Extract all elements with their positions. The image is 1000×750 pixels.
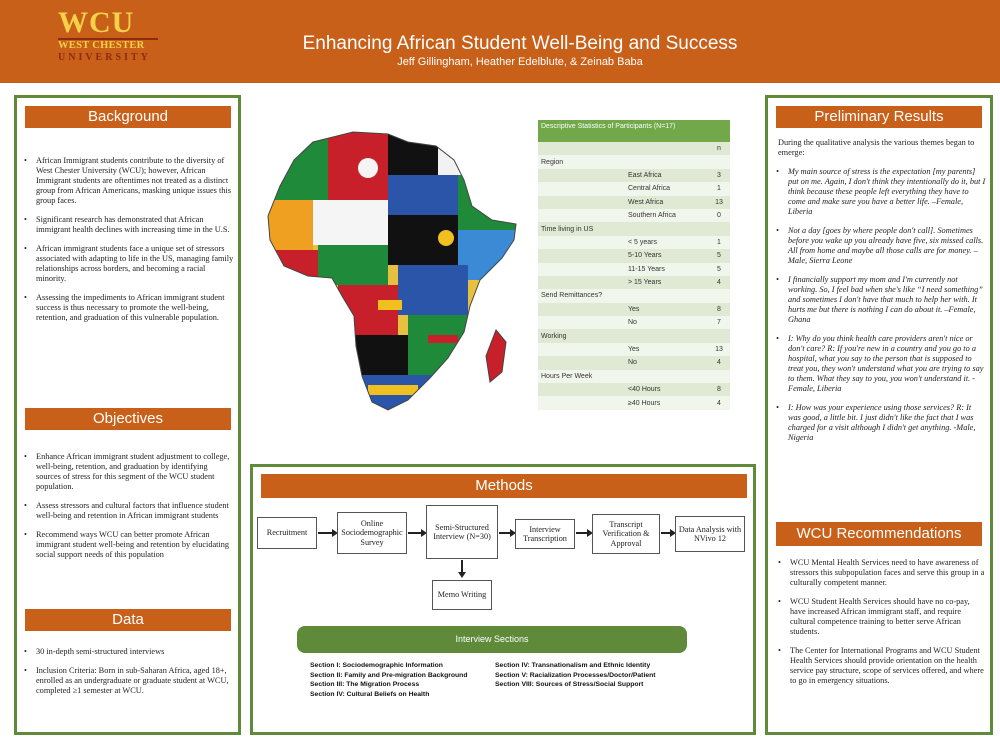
background-list xyxy=(22,156,234,332)
table-row xyxy=(538,383,730,396)
logo-west-chester-text: WEST CHESTER xyxy=(58,38,158,52)
analysis-step: Data Analysis with NVivo 12 xyxy=(675,516,745,552)
results-quote: • My main source of stress is the expectation [my parents] put on me. Again, I don't think they intentionally do it, but I think because these people left everything they have to come and make sure you have a better life. –Female, Liberia xyxy=(774,167,986,217)
table-row-value: 4 xyxy=(708,356,730,369)
section-item: Section IV: Transnationalism and Ethnic Identity xyxy=(495,662,651,669)
table-row-value: 4 xyxy=(708,396,730,409)
section-item: Section I: Sociodemographic Information xyxy=(310,662,443,669)
table-row-value xyxy=(708,222,730,235)
recommendations-list xyxy=(776,558,986,695)
objectives-list xyxy=(22,452,234,569)
data-list xyxy=(22,647,234,705)
table-row xyxy=(538,209,730,222)
africa-flag-map-icon xyxy=(258,120,520,430)
table-row-label: 5-10 Years xyxy=(538,249,708,262)
table-row-value xyxy=(708,155,730,168)
table-row-value xyxy=(708,370,730,383)
table-row-value: 7 xyxy=(708,316,730,329)
memo-step: Memo Writing xyxy=(432,580,492,610)
arrow-icon xyxy=(499,532,511,534)
table-header-label xyxy=(538,142,708,155)
arrow-icon xyxy=(661,532,671,534)
table-header-n: n xyxy=(708,142,730,155)
table-row-label: No xyxy=(538,356,708,369)
poster-authors: Jeff Gillingham, Heather Edelblute, & Zeinab Baba xyxy=(397,56,643,68)
table-row-label: Yes xyxy=(538,303,708,316)
table-row-value xyxy=(708,329,730,342)
table-row-label: < 5 years xyxy=(538,236,708,249)
data-heading: Data xyxy=(25,609,231,631)
table-row-label: Southern Africa xyxy=(538,209,708,222)
table-caption: Descriptive Statistics of Participants (N=17) xyxy=(538,120,730,142)
transcription-step: Interview Transcription xyxy=(515,519,575,549)
table-row-value: 8 xyxy=(708,303,730,316)
table-row-value: 8 xyxy=(708,383,730,396)
table-row-value: 13 xyxy=(708,196,730,209)
table-group-row xyxy=(538,222,730,235)
survey-step: Online Sociodemographic Survey xyxy=(337,512,407,554)
table-row xyxy=(538,396,730,409)
table-row xyxy=(538,263,730,276)
results-quote: • Not a day [goes by where people don't call]. Sometimes before you wake up you already have five, six missed calls. All from home and maybe all those calls are for money. – Male, Sierra Leone xyxy=(774,226,986,266)
table-row xyxy=(538,196,730,209)
table-row-value: 5 xyxy=(708,263,730,276)
background-heading: Background xyxy=(25,106,231,128)
table-header-row xyxy=(538,142,730,155)
wcu-logo xyxy=(58,8,158,72)
sections-left-list xyxy=(310,661,500,700)
section-item: Section V: Racialization Processes/Doctor/Patient xyxy=(495,671,656,679)
data-bullet: • 30 in-depth semi-structured interviews xyxy=(22,647,234,657)
recommendation-bullet: • WCU Mental Health Services need to have awareness of stressors this subpopulation faces and serve this group in a culturally competent manner. xyxy=(776,558,986,588)
objectives-bullet: • Assess stressors and cultural factors that influence student well-being and retention in African immigrant students xyxy=(22,501,234,521)
table-row-value: 13 xyxy=(708,343,730,356)
table-group-row xyxy=(538,370,730,383)
objectives-bullet: • Enhance African immigrant student adjustment to college, well-being, retention, and graduation by identifying sources of stress for this segment of the WCU student population. xyxy=(22,452,234,492)
results-quote: • I: Why do you think health care providers aren't nice or don't care? R: If you're new in a country and you go to a hospital, what you say to the person that is supposed to treat you, they won't understand what you are trying to say to them. What they say to you, you won't understand it. -Female, Liberia xyxy=(774,334,986,394)
descriptive-statistics-table xyxy=(538,120,730,410)
arrow-icon xyxy=(318,532,333,534)
background-bullet: • Assessing the impediments to African immigrant student success is thus necessary to promote the well-being, retention, and graduation of this vulnerable population. xyxy=(22,293,234,323)
table-row xyxy=(538,182,730,195)
methods-heading: Methods xyxy=(261,474,747,498)
table-row-label: <40 Hours xyxy=(538,383,708,396)
recommendations-heading: WCU Recommendations xyxy=(776,522,982,546)
table-row xyxy=(538,356,730,369)
table-row-value: 1 xyxy=(708,182,730,195)
table-row xyxy=(538,249,730,262)
table-row-value: 3 xyxy=(708,169,730,182)
background-bullet: • African Immigrant students contribute to the diversity of West Chester University (WCU); however, African Immigrant students are oftentimes not treated as a distinct group from African Americans, masking unique issues this group faces. xyxy=(22,156,234,206)
table-row xyxy=(538,343,730,356)
logo-wcu-text: WCU xyxy=(58,6,135,39)
table-row-label: No xyxy=(538,316,708,329)
table-row-value: 1 xyxy=(708,236,730,249)
interview-step: Semi-Structured Interview (N=30) xyxy=(426,505,498,559)
section-item: Section VIII: Sources of Stress/Social Support xyxy=(495,681,644,689)
table-row-label: > 15 Years xyxy=(538,276,708,289)
results-intro: During the qualitative analysis the various themes began to emerge: xyxy=(778,138,975,157)
table-row-label: Region xyxy=(538,155,708,168)
table-row-label: Central Africa xyxy=(538,182,708,195)
down-arrowhead-icon xyxy=(458,572,466,578)
sections-right-list xyxy=(495,661,685,690)
table-row-label: Yes xyxy=(538,343,708,356)
section-item: Section IV: Cultural Beliefs on Health xyxy=(310,691,430,699)
results-quote: • I financially support my mom and I'm currently not working. So, I feel bad when she's like “I need something” and sometimes I don't have that much to help her with. It hurts me but there is nothing I can do about it. –Female, Ghana xyxy=(774,275,986,325)
table-row xyxy=(538,276,730,289)
table-row-value: 4 xyxy=(708,276,730,289)
results-heading: Preliminary Results xyxy=(776,106,982,128)
results-quote-list xyxy=(774,167,986,452)
table-row-value: 5 xyxy=(708,249,730,262)
results-quote: • I: How was your experience using those services? R: It was good, a little bit. I just didn't like the fact that I was charged for a visit although I didn't get anything. -Male, Nigeria xyxy=(774,403,986,443)
arrow-icon xyxy=(408,532,422,534)
poster-title: Enhancing African Student Well-Being and Success xyxy=(302,33,738,54)
table-row-value xyxy=(708,289,730,302)
table-row-label: ≥40 Hours xyxy=(538,396,708,409)
table-group-row xyxy=(538,289,730,302)
table-row-value: 0 xyxy=(708,209,730,222)
data-bullet: • Inclusion Criteria: Born in sub-Saharan Africa, aged 18+, enrolled as an undergraduate or graduate student at WCU, completed ≥1 semester at WCU. xyxy=(22,666,234,696)
recommendation-bullet: • WCU Student Health Services should have no co-pay, have increased African immigrant staff, and require cultural competence training to better serve African students. xyxy=(776,597,986,637)
table-row xyxy=(538,236,730,249)
background-bullet: • Significant research has demonstrated that African immigrant health declines with increasing time in the U.S. xyxy=(22,215,234,235)
verification-step: Transcript Verification & Approval xyxy=(592,514,660,554)
table-row-label: Time living in US xyxy=(538,222,708,235)
table-row-label: Send Remittances? xyxy=(538,289,708,302)
stats-table-body xyxy=(538,142,730,410)
table-row-label: Working xyxy=(538,329,708,342)
table-row xyxy=(538,303,730,316)
table-row-label: Hours Per Week xyxy=(538,370,708,383)
objectives-bullet: • Recommend ways WCU can better promote African immigrant student well-being and retention by elucidating social support needs of this population xyxy=(22,530,234,560)
interview-sections-bar: Interview Sections xyxy=(297,626,687,653)
table-row xyxy=(538,316,730,329)
table-row-label: East Africa xyxy=(538,169,708,182)
objectives-heading: Objectives xyxy=(25,408,231,430)
table-group-row xyxy=(538,329,730,342)
background-bullet: • African immigrant students face a unique set of stressors associated with adapting to life in the US, managing family relationships across borders, and becoming a racial minority. xyxy=(22,244,234,284)
poster-header xyxy=(0,0,1000,83)
table-group-row xyxy=(538,155,730,168)
logo-university-text: UNIVERSITY xyxy=(58,52,151,63)
recruitment-step: Recruitment xyxy=(257,517,317,549)
table-row xyxy=(538,169,730,182)
arrow-icon xyxy=(576,532,588,534)
section-item: Section II: Family and Pre-migration Background xyxy=(310,671,468,679)
table-row-label: 11-15 Years xyxy=(538,263,708,276)
section-item: Section III: The Migration Process xyxy=(310,681,420,689)
recommendation-bullet: • The Center for International Programs and WCU Student Health Services should provide orientation on the health service pay structure, scope of services offered, and where to go in emergency situations. xyxy=(776,646,986,686)
table-row-label: West Africa xyxy=(538,196,708,209)
